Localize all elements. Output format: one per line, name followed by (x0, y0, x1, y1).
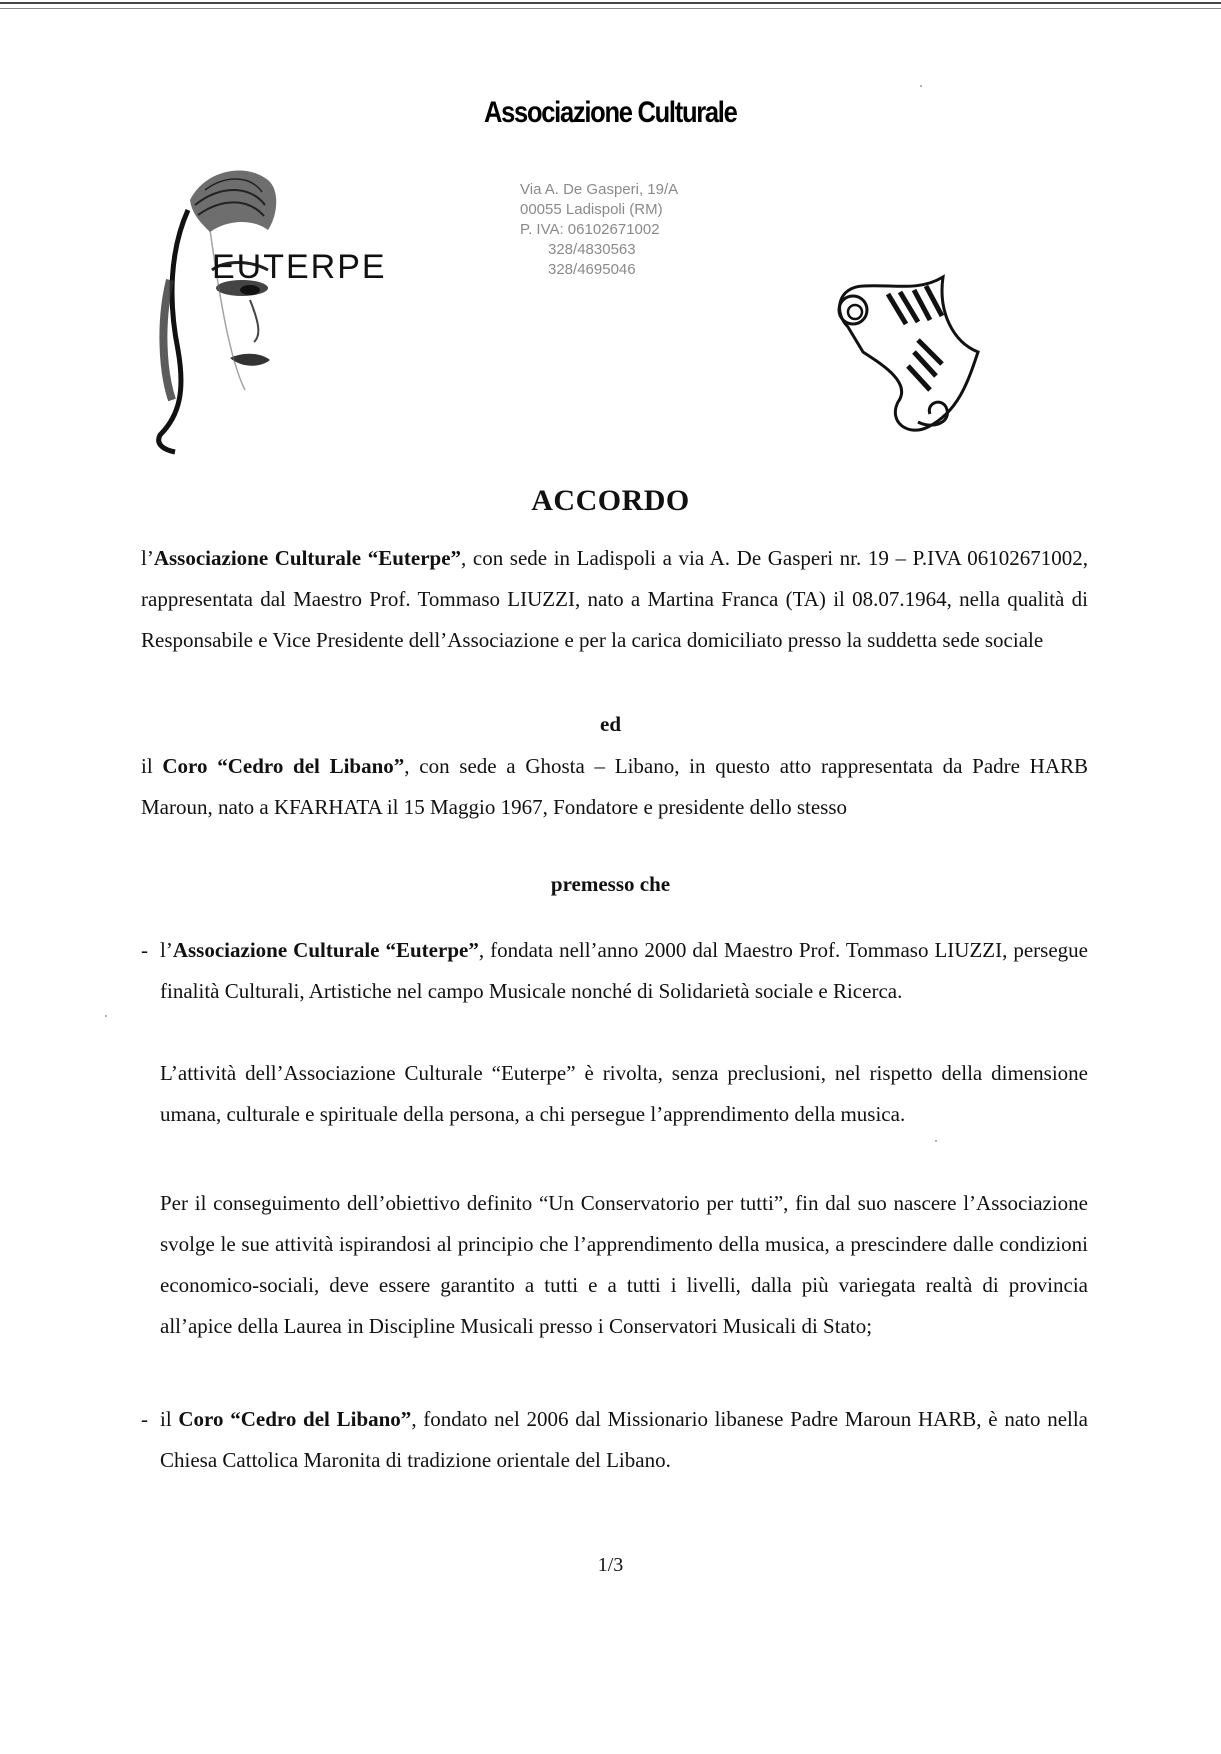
phone-line: 328/4830563 (548, 241, 636, 258)
address-line: 00055 Ladispoli (RM) (520, 201, 663, 218)
page-number: 1/3 (597, 1554, 624, 1576)
list-bullet: - (141, 938, 148, 962)
euterpe-logo-text: EUTERPE (212, 248, 387, 286)
party-2-prefix: il (141, 754, 163, 778)
phone-line: 328/4695046 (548, 261, 636, 278)
scan-speck (920, 85, 922, 87)
party-2-paragraph (141, 746, 1088, 828)
premise-2-text: , fondato nel 2006 dal Missionario libanese Padre Maroun HARB, è nato nella Chiesa Cattolica Maronita di tradizione orientale del Libano. (160, 1407, 1089, 1472)
premise-1-activity-paragraph: L’attività dell’Associazione Culturale “Euterpe” è rivolta, senza preclusioni, nel rispetto della dimensione umana, culturale e spirituale della persona, a chi persegue l’apprendimento della musica. (160, 1061, 1088, 1126)
premise-2-name: Coro “Cedro del Libano” (178, 1407, 412, 1431)
scan-speck (105, 1015, 107, 1017)
premise-1-prefix: l’ (160, 938, 173, 962)
address-line: P. IVA: 06102671002 (520, 221, 660, 238)
premise-1-name: Associazione Culturale “Euterpe” (172, 938, 479, 962)
party-1-text: , con sede in Ladispoli a via A. De Gasperi nr. 19 – P.IVA 06102671002, rappresentata dal Maestro Prof. Tommaso LIUZZI, nato a Martina Franca (TA) il 08.07.1964, nella qualità di Responsabile e Vice Presidente dell’Associazione e per la carica domiciliato presso la suddetta sede sociale (141, 546, 1088, 652)
party-1-name: Associazione Culturale “Euterpe” (153, 546, 462, 570)
premise-2-prefix: il (160, 1407, 179, 1431)
scan-speck (935, 1140, 937, 1142)
music-scroll-icon (818, 272, 988, 442)
organization-address (520, 180, 720, 280)
premise-1-paragraph (160, 930, 1088, 1012)
party-1-paragraph (141, 538, 1088, 661)
party-2-text: , con sede a Ghosta – Libano, in questo atto rappresentata da Padre HARB Maroun, nato a KFARHATA il 15 Maggio 1967, Fondatore e presidente dello stesso (141, 754, 1089, 819)
euterpe-logo (150, 160, 390, 460)
scan-border-line (0, 2, 1221, 4)
scan-border-line-thin (0, 8, 1221, 9)
document-title: ACCORDO (531, 484, 690, 517)
premise-1-text: , fondata nell’anno 2000 dal Maestro Prof. Tommaso LIUZZI, persegue finalità Culturali, Artistiche nel campo Musicale nonché di Solidarietà sociale e Ricerca. (160, 938, 1088, 1003)
list-bullet: - (141, 1407, 148, 1431)
organization-name: Associazione Culturale (484, 96, 737, 129)
party-1-prefix: l’ (141, 546, 154, 570)
premise-1-objective-paragraph: Per il conseguimento dell’obiettivo definito “Un Conservatorio per tutti”, fin dal suo nascere l’Associazione svolge le sue attività ispirandosi al principio che l’apprendimento della musica, a prescindere dalle condizioni economico-sociali, deve essere garantito a tutti e a tutti i livelli, dalla più variegata realtà di provincia all’apice della Laurea in Discipline Musicali presso i Conservatori Musicali di Stato; (160, 1191, 1088, 1338)
premise-2-paragraph (160, 1399, 1088, 1481)
conjunction: ed (600, 712, 621, 736)
address-line: Via A. De Gasperi, 19/A (520, 181, 679, 198)
premise-heading: premesso che (550, 872, 671, 896)
party-2-name: Coro “Cedro del Libano” (162, 754, 405, 778)
